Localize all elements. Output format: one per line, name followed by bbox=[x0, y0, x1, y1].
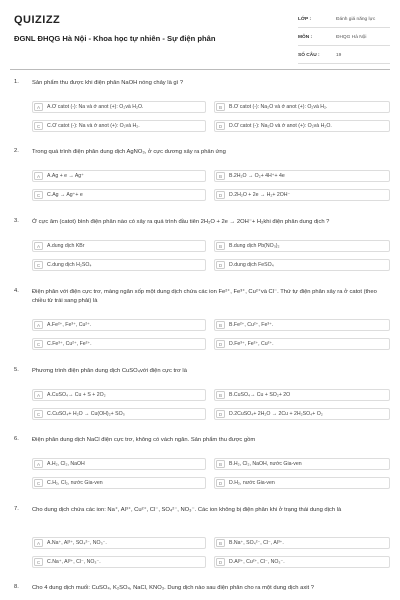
question-text: Cho 4 dung dịch muối: CuSO₄, K₂SO₄, NaCl, KNO₃. Dung dịch nào sau điện phân cho ra một dung dịch axit ? bbox=[32, 585, 314, 591]
option-letter: A bbox=[34, 391, 43, 399]
option-text: C.Na⁺, Al³⁺, Cl⁻, NO₃⁻. bbox=[47, 559, 101, 565]
question-number: 4. bbox=[14, 288, 19, 294]
answer-option-a[interactable] bbox=[32, 101, 206, 113]
question-text: Sản phẩm thu được khi điện phân NaOH nóng chảy là gì ? bbox=[32, 80, 184, 86]
option-letter: D bbox=[216, 191, 225, 199]
option-text: D.Al³⁺, Cu²⁺, Cl⁻, NO₃⁻. bbox=[229, 559, 285, 565]
worksheet-meta bbox=[298, 14, 390, 68]
quizizz-logo: QUIZIZZ bbox=[14, 14, 61, 26]
option-text: A.Na⁺, Al³⁺, SO₄²⁻, NO₃⁻. bbox=[47, 540, 107, 546]
option-text: C.Ở catot (-): Na và ở anot (+): O₂và H₂. bbox=[47, 123, 140, 129]
answer-option-b[interactable] bbox=[214, 319, 390, 331]
meta-label: SỐ CÂU : bbox=[298, 53, 320, 58]
meta-value: ĐHQG Hà Nội bbox=[336, 35, 367, 40]
answer-option-b[interactable] bbox=[214, 240, 390, 252]
option-letter: B bbox=[216, 321, 225, 329]
option-letter: D bbox=[216, 122, 225, 130]
option-text: A.Ở catot (-): Na và ở anot (+): O₂và H₂O. bbox=[47, 104, 144, 110]
option-text: B.H₂, Cl₂, NaOH, nước Gia-ven bbox=[229, 461, 302, 467]
question-number: 7. bbox=[14, 506, 19, 512]
option-letter: A bbox=[34, 103, 43, 111]
option-text: D.dung dịch FeSO₄ bbox=[229, 262, 274, 268]
option-text: D.Fe³⁺, Fe²⁺, Cu²⁺. bbox=[229, 341, 274, 347]
option-letter: B bbox=[216, 103, 225, 111]
option-letter: A bbox=[34, 321, 43, 329]
option-text: B.Na⁺, SO₄²⁻, Cl⁻, Al³⁺. bbox=[229, 540, 284, 546]
answer-option-c[interactable] bbox=[32, 259, 206, 271]
option-letter: D bbox=[216, 558, 225, 566]
answer-option-d[interactable] bbox=[214, 189, 390, 201]
option-text: A.H₂, Cl₂, NaOH bbox=[47, 461, 85, 467]
worksheet-header bbox=[0, 0, 400, 68]
option-letter: B bbox=[216, 391, 225, 399]
option-letter: C bbox=[34, 261, 43, 269]
answer-option-b[interactable] bbox=[214, 537, 390, 549]
option-text: D.H₂, nước Gia-ven bbox=[229, 480, 275, 486]
question-number: 3. bbox=[14, 218, 19, 224]
option-letter: B bbox=[216, 460, 225, 468]
option-text: C.Ag → Ag⁺+ e bbox=[47, 192, 83, 198]
answer-option-b[interactable] bbox=[214, 101, 390, 113]
option-text: C.H₂, Cl₂, nước Gia-ven bbox=[47, 480, 103, 486]
answer-option-c[interactable] bbox=[32, 120, 206, 132]
answer-option-c[interactable] bbox=[32, 189, 206, 201]
option-letter: B bbox=[216, 242, 225, 250]
option-letter: C bbox=[34, 340, 43, 348]
question-number: 5. bbox=[14, 367, 19, 373]
answer-option-b[interactable] bbox=[214, 170, 390, 182]
meta-row-class bbox=[298, 14, 390, 28]
option-letter: B bbox=[216, 172, 225, 180]
header-divider bbox=[10, 69, 390, 70]
option-text: D.2CuSO₄+ 2H₂O → 2Cu + 2H₂SO₄+ O₂ bbox=[229, 411, 323, 417]
option-letter: A bbox=[34, 539, 43, 547]
answer-option-c[interactable] bbox=[32, 556, 206, 568]
worksheet-title: ĐGNL ĐHQG Hà Nội - Khoa học tự nhiên - Sự điện phân bbox=[14, 34, 216, 43]
option-letter: D bbox=[216, 479, 225, 487]
option-letter: C bbox=[34, 191, 43, 199]
answer-option-d[interactable] bbox=[214, 259, 390, 271]
option-text: B.Ở catot (-): Na₂O và ở anot (+): O₂và H₂. bbox=[229, 104, 328, 110]
option-letter: D bbox=[216, 261, 225, 269]
answer-option-b[interactable] bbox=[214, 458, 390, 470]
question-number: 2. bbox=[14, 148, 19, 154]
option-text: B.CuSO₄→ Cu + SO₂+ 2O bbox=[229, 392, 291, 398]
option-text: D.2H₂O + 2e → H₂+ 2OH⁻ bbox=[229, 192, 291, 198]
option-text: C.dung dịch H₂SO₄ bbox=[47, 262, 92, 268]
answer-option-d[interactable] bbox=[214, 477, 390, 489]
question-number: 6. bbox=[14, 436, 19, 442]
option-text: A.Ag + e → Ag⁺ bbox=[47, 173, 84, 179]
option-text: C.CuSO₄+ H₂O → Cu(OH)₂+ SO₃ bbox=[47, 411, 125, 417]
option-text: D.Ở catot (-): Na₂O và ở anot (+): O₂và H₂O. bbox=[229, 123, 332, 129]
option-text: C.Fe³⁺, Cu²⁺, Fe²⁺. bbox=[47, 341, 92, 347]
option-text: B.2H₂O → O₂+ 4H⁺+ 4e bbox=[229, 173, 285, 179]
answer-option-a[interactable] bbox=[32, 319, 206, 331]
option-letter: B bbox=[216, 539, 225, 547]
answer-option-a[interactable] bbox=[32, 170, 206, 182]
answer-option-a[interactable] bbox=[32, 240, 206, 252]
option-text: B.dung dịch Pb(NO₃)₂ bbox=[229, 243, 280, 249]
question-text: Cho dung dịch chứa các ion: Na⁺, Al³⁺, Cu²⁺, Cl⁻, SO₄²⁻, NO₃⁻. Các ion không bị điện phân khi ở trạng thái dung dịch là bbox=[32, 507, 342, 513]
question-text: Điện phân với điện cực trơ, màng ngăn xốp một dung dịch chứa các ion Fe²⁺, Fe³⁺, Cu²⁺và Cl⁻. Thứ tự điện phân xảy ra ở catot (theo chiều từ trái sang phải) là bbox=[32, 289, 377, 304]
option-letter: C bbox=[34, 410, 43, 418]
option-letter: A bbox=[34, 242, 43, 250]
option-text: A.dung dịch KBr bbox=[47, 243, 85, 249]
option-letter: D bbox=[216, 410, 225, 418]
option-letter: D bbox=[216, 340, 225, 348]
answer-option-c[interactable] bbox=[32, 408, 206, 420]
question-text: Trong quá trình điện phân dung dịch AgNO₃, ở cực dương xảy ra phản ứng bbox=[32, 149, 226, 155]
option-letter: C bbox=[34, 479, 43, 487]
question-number: 1. bbox=[14, 79, 19, 85]
answer-option-a[interactable] bbox=[32, 458, 206, 470]
question-number: 8. bbox=[14, 584, 19, 590]
answer-option-d[interactable] bbox=[214, 338, 390, 350]
answer-option-d[interactable] bbox=[214, 120, 390, 132]
meta-label: LỚP : bbox=[298, 17, 312, 22]
answer-option-c[interactable] bbox=[32, 338, 206, 350]
meta-label: MÔN : bbox=[298, 35, 313, 40]
answer-option-c[interactable] bbox=[32, 477, 206, 489]
option-letter: A bbox=[34, 460, 43, 468]
answer-option-b[interactable] bbox=[214, 389, 390, 401]
option-letter: A bbox=[34, 172, 43, 180]
option-text: A.CuSO₄→ Cu + S + 2O₂ bbox=[47, 392, 106, 398]
option-text: B.Fe²⁺, Cu²⁺, Fe³⁺. bbox=[229, 322, 274, 328]
question-text: Ở cực âm (catot) bình điện phân nào có xảy ra quá trình đầu tiên 2H₂O + 2e → 2OH⁻+ H₂khi điện phân dung dịch ? bbox=[32, 219, 330, 225]
meta-row-count bbox=[298, 50, 390, 64]
answer-option-a[interactable] bbox=[32, 389, 206, 401]
meta-value: 19 bbox=[336, 53, 342, 58]
answer-option-d[interactable] bbox=[214, 556, 390, 568]
question-text: Điện phân dung dịch NaCl điện cực trơ, không có vách ngăn. Sản phẩm thu được gồm bbox=[32, 437, 256, 443]
option-text: A.Fe²⁺, Fe³⁺, Cu²⁺. bbox=[47, 322, 92, 328]
question-text: Phương trình điện phân dung dịch CuSO₄với điện cực trơ là bbox=[32, 368, 187, 374]
meta-value: Đánh giá năng lực bbox=[336, 17, 376, 22]
answer-option-d[interactable] bbox=[214, 408, 390, 420]
option-letter: C bbox=[34, 558, 43, 566]
option-letter: C bbox=[34, 122, 43, 130]
meta-row-subject bbox=[298, 32, 390, 46]
answer-option-a[interactable] bbox=[32, 537, 206, 549]
